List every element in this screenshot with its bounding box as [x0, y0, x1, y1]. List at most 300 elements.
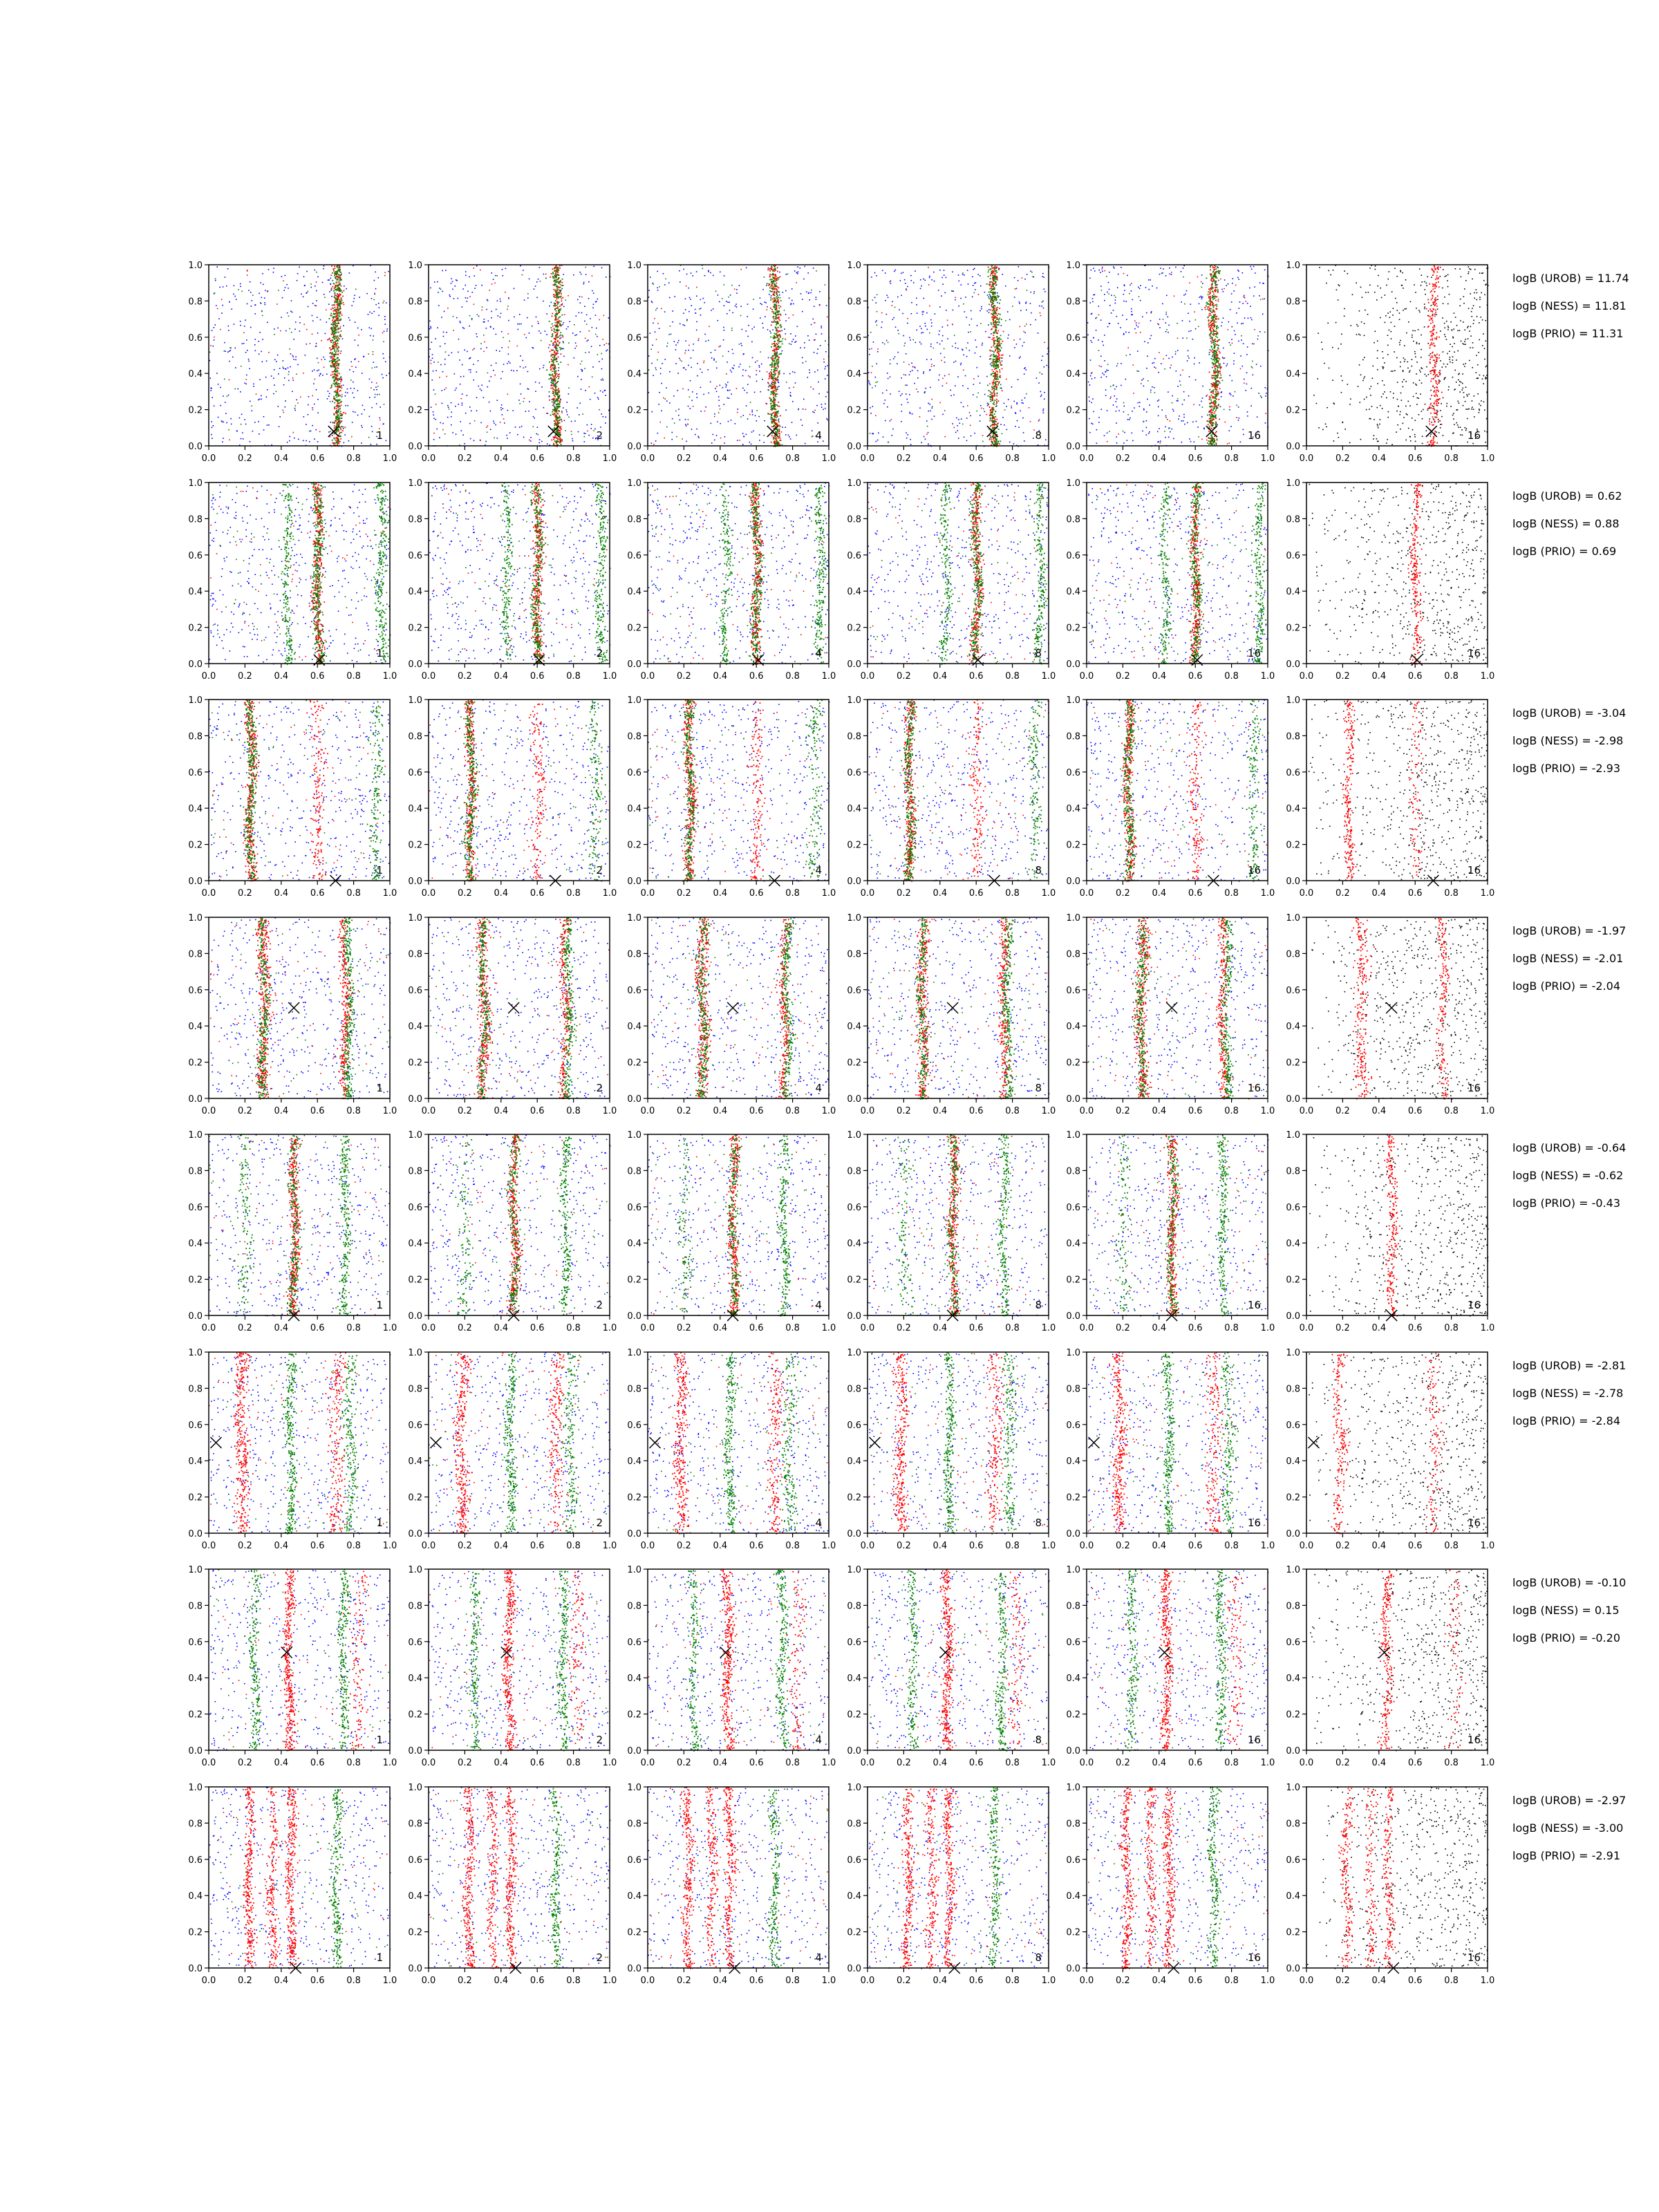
scatter-point — [300, 397, 301, 398]
scatter-point — [228, 330, 229, 331]
scatter-points — [209, 265, 391, 447]
scatter-point — [355, 358, 356, 359]
scatter-point — [217, 308, 218, 310]
scatter-point — [243, 343, 245, 344]
scatter-point — [343, 385, 344, 386]
scatter-point — [283, 280, 284, 281]
scatter-point — [294, 410, 296, 411]
scatter-point — [245, 352, 247, 353]
scatter-point — [383, 357, 384, 359]
scatter-point — [261, 351, 262, 353]
scatter-point — [214, 292, 216, 294]
scatter-point — [267, 424, 268, 426]
scatter-point — [357, 415, 359, 416]
panel-r1-c1 — [188, 261, 397, 464]
scatter-point — [328, 395, 330, 397]
scatter-point — [251, 300, 252, 301]
scatter-point — [382, 377, 384, 379]
scatter-point — [359, 297, 360, 298]
scatter-point — [253, 386, 254, 387]
scatter-point — [371, 328, 372, 330]
scatter-point — [323, 357, 324, 358]
scatter-point — [353, 371, 354, 373]
scatter-point — [374, 311, 375, 312]
scatter-point — [344, 434, 346, 435]
scatter-point — [306, 440, 307, 442]
scatter-point — [316, 346, 317, 347]
scatter-point — [358, 335, 359, 336]
scatter-point — [366, 293, 368, 294]
scatter-point — [220, 329, 221, 330]
scatter-point — [268, 424, 270, 426]
scatter-point — [278, 406, 279, 407]
scatter-point — [223, 422, 224, 423]
scatter-point — [306, 329, 308, 330]
scatter-point — [331, 296, 332, 297]
scatter-point — [248, 361, 250, 362]
scatter-point — [378, 315, 379, 316]
scatter-point — [379, 420, 381, 421]
scatter-point — [315, 379, 316, 380]
scatter-point — [321, 340, 322, 341]
scatter-point — [211, 421, 212, 422]
scatter-point — [254, 344, 256, 346]
scatter-point — [324, 297, 326, 298]
scatter-point — [212, 438, 213, 439]
scatter-point — [362, 405, 364, 406]
scatter-point — [283, 384, 285, 386]
scatter-point — [321, 359, 322, 361]
scatter-point — [288, 371, 290, 373]
scatter-point — [274, 328, 275, 330]
scatter-point — [225, 413, 227, 414]
scatter-point — [271, 375, 272, 377]
scatter-point — [377, 386, 379, 387]
scatter-point — [316, 290, 317, 292]
scatter-point — [245, 384, 247, 385]
scatter-point — [234, 285, 235, 287]
x-tick-label: 0.0 — [202, 453, 216, 464]
scatter-point — [375, 288, 377, 290]
scatter-point — [258, 341, 259, 342]
scatter-point — [354, 298, 355, 299]
scatter-point — [274, 384, 275, 386]
scatter-point — [289, 440, 290, 442]
scatter-point — [254, 313, 256, 315]
scatter-point — [237, 388, 238, 390]
scatter-point — [292, 356, 294, 357]
scatter-point — [295, 356, 297, 357]
scatter-point — [280, 330, 281, 332]
x-tick-label: 0.4 — [494, 453, 508, 464]
scatter-point — [297, 402, 299, 404]
scatter-point — [306, 271, 308, 272]
scatter-point — [250, 306, 252, 307]
scatter-point — [252, 431, 254, 432]
scatter-point — [263, 416, 265, 418]
scatter-point — [224, 342, 225, 344]
scatter-point — [262, 339, 263, 340]
scatter-point — [235, 367, 236, 368]
scatter-point — [245, 319, 246, 321]
scatter-point — [384, 324, 386, 325]
scatter-point — [273, 272, 274, 273]
y-tick-label: 0.6 — [627, 333, 641, 344]
scatter-point — [209, 360, 211, 362]
y-tick-label: 0.8 — [627, 297, 641, 307]
scatter-point — [218, 417, 219, 418]
scatter-point — [341, 350, 342, 352]
scatter-point — [234, 324, 235, 325]
scatter-point — [291, 300, 292, 301]
scatter-point — [353, 411, 354, 413]
scatter-point — [371, 426, 373, 427]
scatter-point — [378, 307, 379, 308]
scatter-point — [215, 324, 216, 326]
scatter-point — [343, 325, 344, 326]
scatter-point — [305, 355, 306, 356]
scatter-point — [276, 303, 278, 305]
scatter-point — [286, 284, 288, 285]
scatter-point — [216, 266, 218, 268]
scatter-point — [361, 442, 362, 444]
scatter-point — [240, 391, 241, 393]
scatter-point — [281, 276, 283, 277]
x-tick-label: 0.2 — [458, 453, 472, 464]
scatter-point — [357, 390, 359, 391]
scatter-point — [268, 352, 270, 353]
scatter-point — [312, 320, 314, 321]
scatter-point — [306, 344, 307, 345]
scatter-point — [212, 346, 214, 347]
scatter-point — [382, 353, 384, 355]
scatter-point — [372, 431, 373, 433]
scatter-point — [384, 301, 385, 302]
scatter-point — [312, 303, 314, 304]
scatter-point — [353, 265, 354, 267]
scatter-point — [308, 414, 309, 415]
scatter-point — [261, 395, 262, 396]
scatter-point — [260, 282, 261, 283]
scatter-point — [250, 401, 251, 402]
scatter-point — [214, 339, 215, 341]
scatter-point — [332, 435, 333, 436]
y-tick-label: 0.2 — [188, 406, 203, 416]
scatter-point — [345, 392, 346, 393]
scatter-point — [312, 395, 313, 397]
scatter-point — [297, 273, 299, 274]
scatter-point — [223, 395, 224, 397]
scatter-point — [259, 353, 260, 355]
scatter-point — [357, 328, 359, 329]
scatter-point — [261, 297, 262, 299]
scatter-point — [264, 297, 265, 299]
scatter-point — [221, 312, 223, 314]
scatter-point — [228, 326, 229, 327]
scatter-point — [329, 393, 330, 395]
scatter-point — [354, 388, 355, 389]
scatter-point — [221, 421, 223, 422]
scatter-point — [292, 312, 293, 313]
scatter-point — [236, 431, 238, 432]
scatter-point — [351, 305, 353, 306]
scatter-point — [355, 366, 357, 368]
scatter-point — [375, 272, 376, 273]
y-tick-label: 0.4 — [408, 369, 422, 379]
scatter-point — [349, 319, 350, 321]
x-tick-label: 0.0 — [641, 453, 655, 464]
scatter-point — [215, 280, 216, 281]
scatter-point — [348, 317, 350, 319]
scatter-point — [373, 362, 374, 363]
scatter-point — [236, 299, 237, 300]
scatter-point — [317, 412, 319, 413]
scatter-point — [240, 283, 241, 285]
scatter-point — [303, 297, 304, 298]
scatter-point — [277, 355, 279, 356]
scatter-point — [246, 375, 247, 376]
scatter-point — [327, 398, 328, 400]
scatter-point — [323, 268, 324, 270]
scatter-point — [294, 438, 295, 439]
scatter-point — [319, 431, 321, 433]
scatter-point — [262, 273, 263, 274]
scatter-point — [328, 431, 330, 433]
scatter-point — [214, 327, 215, 328]
y-tick-label: 0.4 — [627, 369, 641, 379]
scatter-point — [324, 294, 325, 295]
scatter-point — [294, 329, 296, 330]
scatter-point — [229, 350, 230, 352]
scatter-point — [209, 352, 211, 353]
scatter-point — [265, 377, 267, 378]
scatter-point — [232, 357, 234, 358]
scatter-point — [347, 405, 348, 406]
scatter-point — [226, 285, 227, 287]
scatter-point — [329, 436, 330, 438]
scatter-point — [218, 384, 219, 385]
scatter-point — [229, 361, 230, 362]
scatter-point — [386, 302, 387, 303]
scatter-point — [330, 278, 332, 279]
scatter-point — [378, 303, 379, 304]
x-tick-label: 0.4 — [713, 453, 727, 464]
scatter-point — [347, 392, 348, 393]
scatter-point — [375, 397, 376, 398]
y-tick-label: 0.0 — [408, 442, 422, 452]
scatter-point — [242, 343, 243, 344]
x-tick-label: 0.8 — [566, 453, 581, 464]
scatter-point — [291, 332, 292, 333]
panel-number-label: 1 — [376, 429, 383, 442]
scatter-point — [382, 332, 384, 334]
scatter-point — [288, 380, 290, 382]
scatter-point — [248, 359, 250, 360]
scatter-point — [295, 359, 297, 361]
scatter-point — [303, 416, 305, 418]
x-tick-label: 0.6 — [530, 453, 545, 464]
scatter-point — [328, 279, 330, 281]
scatter-point — [220, 387, 221, 388]
scatter-point — [223, 286, 224, 288]
scatter-point — [282, 297, 283, 299]
scatter-point — [250, 292, 252, 293]
scatter-point — [314, 270, 315, 271]
scatter-point — [345, 395, 346, 397]
scatter-point — [293, 359, 294, 360]
scatter-point — [369, 416, 371, 418]
y-tick-label: 1.0 — [188, 261, 203, 271]
scatter-point — [299, 322, 301, 324]
scatter-point — [259, 332, 261, 333]
scatter-point — [373, 354, 374, 355]
scatter-point — [330, 356, 331, 357]
scatter-point — [250, 281, 251, 283]
scatter-point — [278, 373, 279, 375]
scatter-point — [352, 422, 353, 423]
scatter-point — [279, 368, 281, 369]
scatter-point — [259, 293, 260, 294]
panel-number-label: 4 — [815, 429, 822, 442]
scatter-point — [358, 361, 359, 362]
panel-number-label: 2 — [596, 429, 603, 442]
scatter-point — [241, 291, 243, 292]
y-tick-label: 0.2 — [408, 406, 422, 416]
scatter-point — [373, 389, 375, 391]
scatter-point — [351, 366, 353, 367]
scatter-point — [329, 291, 330, 292]
scatter-point — [370, 265, 371, 267]
scatter-point — [212, 427, 213, 429]
scatter-point — [222, 442, 223, 443]
y-tick-label: 1.0 — [408, 261, 422, 271]
scatter-point — [342, 338, 344, 339]
scatter-point — [264, 302, 265, 303]
y-tick-label: 0.0 — [188, 442, 203, 452]
scatter-point — [214, 405, 215, 406]
scatter-point — [263, 284, 264, 285]
scatter-point — [295, 321, 297, 323]
scatter-point — [274, 359, 276, 360]
scatter-point — [266, 396, 268, 397]
scatter-point — [284, 377, 285, 379]
scatter-point — [259, 433, 260, 435]
scatter-point — [265, 304, 266, 306]
scatter-point — [265, 290, 266, 291]
scatter-point — [283, 360, 284, 362]
scatter-point — [384, 319, 386, 320]
scatter-point — [222, 305, 223, 306]
scatter-point — [290, 366, 291, 368]
scatter-point — [306, 424, 307, 425]
scatter-point — [276, 361, 277, 362]
scatter-point — [299, 317, 301, 318]
scatter-point — [248, 290, 250, 291]
scatter-point — [369, 397, 371, 398]
scatter-point — [379, 418, 380, 419]
scatter-point — [314, 369, 315, 371]
scatter-point — [218, 318, 220, 319]
scatter-point — [228, 429, 229, 431]
scatter-point — [304, 285, 306, 286]
y-tick-label: 0.6 — [188, 333, 203, 344]
scatter-point — [267, 322, 268, 324]
scatter-point — [386, 330, 388, 332]
y-tick-label: 1.0 — [627, 261, 641, 271]
scatter-point — [316, 343, 317, 344]
scatter-point — [225, 350, 226, 352]
x-tick-label: 0.6 — [310, 453, 325, 464]
scatter-point — [261, 399, 262, 400]
scatter-point — [340, 326, 341, 328]
scatter-point — [344, 304, 345, 306]
scatter-point — [353, 397, 355, 398]
scatter-point — [241, 438, 242, 440]
scatter-point — [227, 351, 229, 353]
scatter-point — [376, 389, 377, 391]
scatter-point — [317, 276, 319, 278]
scatter-point — [348, 440, 350, 442]
x-tick-label: 1.0 — [822, 453, 836, 464]
scatter-point — [369, 312, 371, 313]
scatter-point — [229, 301, 230, 303]
scatter-point — [374, 280, 375, 281]
scatter-point — [244, 326, 245, 327]
scatter-point — [317, 441, 319, 442]
scatter-point — [322, 375, 324, 376]
scatter-point — [233, 294, 234, 295]
y-tick-label: 0.4 — [188, 369, 203, 379]
scatter-point — [273, 377, 274, 379]
scatter-point — [234, 348, 236, 349]
scatter-point — [219, 287, 221, 288]
scatter-point — [288, 288, 289, 289]
scatter-point — [298, 439, 299, 440]
scatter-point — [266, 360, 268, 362]
scatter-point — [263, 429, 265, 431]
scatter-point — [227, 268, 229, 270]
scatter-point — [285, 368, 287, 370]
x-tick-label: 0.2 — [238, 453, 252, 464]
scatter-point — [254, 339, 256, 340]
scatter-point — [332, 401, 333, 402]
scatter-point — [253, 384, 254, 385]
scatter-point — [231, 424, 232, 425]
scatter-point — [212, 330, 213, 331]
scatter-point — [318, 370, 319, 371]
scatter-point — [377, 394, 378, 395]
scatter-point — [376, 366, 377, 368]
scatter-point — [287, 312, 288, 314]
scatter-point — [371, 387, 372, 388]
x-tick-label: 0.0 — [422, 453, 436, 464]
scatter-point — [273, 393, 274, 395]
scatter-point — [243, 332, 245, 334]
scatter-point — [361, 329, 362, 330]
scatter-point — [262, 361, 263, 362]
scatter-point — [220, 405, 221, 406]
scatter-point — [292, 377, 294, 379]
scatter-point — [373, 335, 374, 337]
x-tick-label: 0.8 — [785, 453, 800, 464]
scatter-point — [259, 399, 261, 400]
scatter-point — [354, 295, 355, 297]
scatter-point — [317, 371, 318, 372]
x-tick-label: 0.8 — [346, 453, 361, 464]
scatter-point — [355, 339, 356, 341]
scatter-point — [325, 333, 326, 335]
scatter-point — [375, 386, 377, 388]
